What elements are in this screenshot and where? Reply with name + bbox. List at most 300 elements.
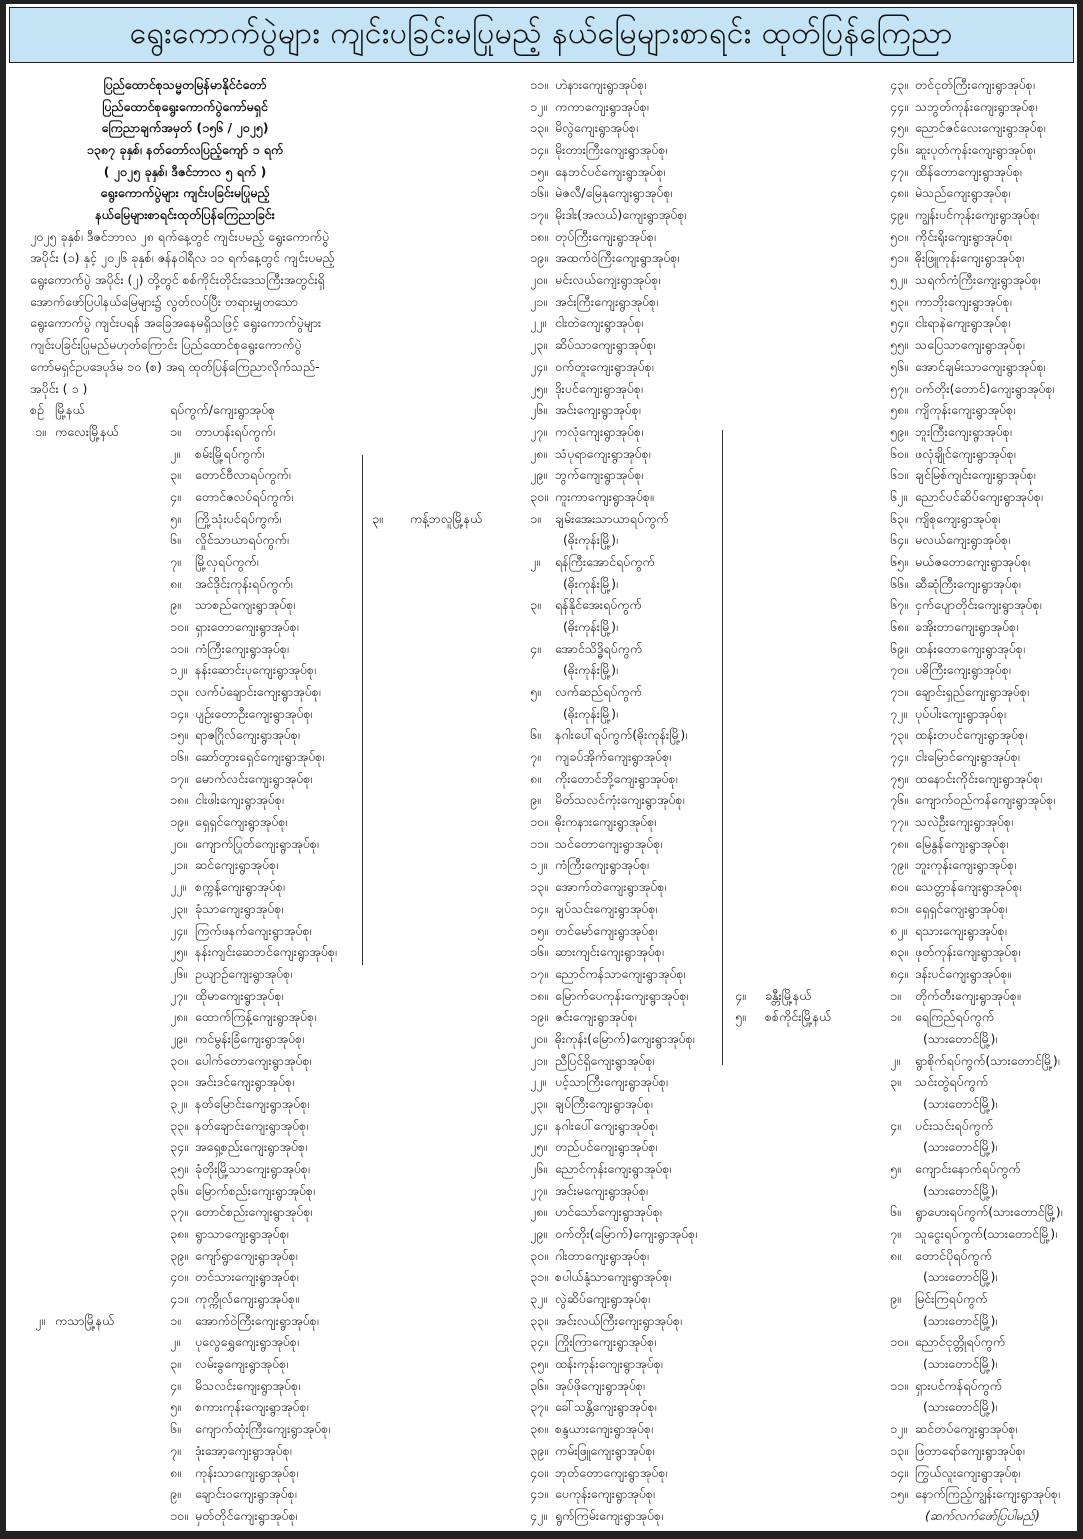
township-number: ၅။: [735, 1009, 746, 1025]
item-number: ၂၃။: [530, 1095, 547, 1111]
item-number: ၇၉။: [890, 857, 908, 873]
item-number: ၄၁။: [530, 1486, 548, 1502]
item-name: ကလုံကျေးရွာအုပ်စု၊: [555, 423, 644, 439]
item-name: ကျခပ်အိုက်ကျေးရွာအုပ်စု၊: [555, 749, 672, 765]
item-name: မြို့လှရပ်ကွက်၊: [195, 553, 259, 569]
item-number: ၄၁။: [170, 1291, 188, 1307]
item-number: ၂၅။: [530, 1139, 547, 1155]
item-number: ၅။: [530, 684, 541, 700]
item-name: ခေါ်သန္တိကျေးရွာအုပ်စု၊: [555, 1399, 657, 1415]
item-name: ထနောင်းကိုင်းကျေးရွာအုပ်စု၊: [915, 770, 1043, 786]
item-number: ၄၂။: [530, 1507, 547, 1523]
item-name: အောက်တဲကျေးရွာအုပ်စု၊: [555, 879, 667, 895]
item-number: ၁၂။: [890, 1421, 907, 1437]
item-name: ကူးကာကျေးရွာအုပ်စု။: [555, 488, 654, 504]
header-ward-village: ရပ်ကွက်/ကျေးရွာအုပ်စု: [170, 402, 276, 418]
item-name-continued: (ဓိုးကုန်းမြို့)၊: [563, 532, 618, 548]
item-name: ပင့်သာကြီးကျေးရွာအုပ်စု၊: [555, 1074, 668, 1090]
item-number: ၇၄။: [890, 749, 908, 765]
paragraph-line: ၂၀၂၅ ခုနှစ်၊ ဒီဇင်ဘာလ ၂၈ ရက်နေ့တွင် ကျင်းပမည့် ရွေးကောက်ပွဲ: [30, 228, 330, 244]
item-name: ရွက်ကြမ်းကျေးရွာအုပ်စု၊: [555, 1507, 664, 1523]
item-number: ၈။: [890, 1247, 901, 1263]
item-name: ဒိုးပင်ကျေးရွာအုပ်စု၊: [555, 380, 643, 396]
item-number: ၈၄။: [890, 965, 908, 981]
item-number: ၄၈။: [890, 185, 908, 201]
item-number: ၃၉။: [170, 1247, 188, 1263]
item-number: ၄၀။: [530, 1464, 548, 1480]
paragraph-line: ကော်မရှင်ဥပဒေပုဒ်မ ၁၀ (စ) အရ ထုတ်ပြန်ကြေညာလိုက်သည်-: [30, 358, 320, 374]
item-name: ငါးမြောင်ကျေးရွာအုပ်စု၊: [915, 749, 1020, 765]
item-number: ၁။: [530, 510, 541, 526]
item-name: စကားကုန်းကျေးရွာအုပ်စု၊: [195, 1399, 309, 1415]
item-name: ကုက္ကိုလ်ကျေးရွာအုပ်စု။: [195, 1291, 299, 1307]
item-name: ဆော်တွားရှေင်ကျေးရွာအုပ်စု၊: [195, 749, 325, 765]
item-name: ကံကြီးကျေးရွာအုပ်စု၊: [195, 640, 289, 656]
item-number: ၃၁။: [530, 1269, 548, 1285]
item-name: ရွာဟေးရပ်ကွက်(သားတောင်မြို့)၊: [915, 1204, 1063, 1220]
item-number: ၅၉။: [890, 423, 908, 439]
item-name: နန်းဆောင်းပုကျေးရွာအုပ်စု၊: [195, 662, 316, 678]
item-number: ၁၇။: [170, 770, 188, 786]
item-name: ဆိပ်သာကျေးရွာအုပ်စု၊: [555, 337, 656, 353]
item-name: နန်းကျင်းဆေဘင်ကျေးရွာအုပ်စု၊: [195, 944, 337, 960]
item-number: ၁၀။: [170, 619, 188, 634]
township-name: ကသာမြို့နယ်: [55, 1312, 115, 1328]
item-name: ကမ်းဖြူကျေးရွာအုပ်စု၊: [555, 1442, 655, 1458]
item-number: ၅၇။: [890, 380, 908, 396]
item-number: ၅၄။: [890, 315, 908, 331]
item-number: ၁၂။: [530, 857, 547, 873]
item-number: ၃၄။: [530, 1334, 548, 1350]
item-number: ၂၅။: [170, 944, 187, 960]
item-number: ၅။: [890, 1161, 901, 1176]
item-name: ဆီဆုံကြီးကျေးရွာအုပ်စု၊: [915, 575, 1021, 591]
item-name: တင်မော်ကျေးရွာအုပ်စု၊: [555, 922, 658, 938]
continuation-note: (ဆက်လက်ဖော်ပြပါမည်): [925, 1507, 1040, 1523]
item-number: ၁၇။: [530, 965, 548, 981]
item-number: ၂၆။: [530, 402, 547, 418]
item-number: ၇၂။: [890, 705, 907, 721]
item-name: ဟင်သော်ကျေးရွာအုပ်စု၊: [555, 1204, 662, 1220]
item-name: တင်ငုတ်ကြီးကျေးရွာအုပ်စု၊: [915, 77, 1035, 92]
item-name: သဘွတ်ကုန်းကျေးရွာအုပ်စု၊: [915, 98, 1038, 114]
item-number: ၅၅။: [890, 337, 908, 353]
item-name: ညောင်ဇင်လေးကျေးရွာအုပ်စု၊: [915, 120, 1046, 136]
item-number: ၁၃။: [530, 120, 548, 136]
item-number: ၁။: [890, 987, 901, 1003]
heading-line: ပြည်ထောင်စုရွေးကောက်ပွဲကော်မရှင်: [102, 98, 268, 114]
item-number: ၁၆။: [530, 944, 548, 960]
item-name: ဓိုးကုန်း(မြောက်)ကျေးရွာအုပ်စု၊: [555, 1030, 695, 1046]
item-number: ၇။: [890, 1226, 901, 1242]
item-name: မြောက်စည်းကျေးရွာအုပ်စု၊: [195, 1182, 316, 1198]
item-number: ၉။: [170, 597, 181, 613]
part-label: အပိုင်း ( ၁ ): [30, 380, 88, 396]
item-number: ၃၀။: [170, 1052, 188, 1068]
item-name: သပြေသာကျေးရွာအုပ်စု၊: [915, 337, 1025, 353]
item-name: မြောက်ပေကုန်းကျေးရွာအုပ်စု၊: [555, 987, 689, 1003]
item-name: မိုးဒါး(အလယ်)ကျေးရွာအုပ်စု၊: [555, 207, 687, 223]
item-number: ၂၃။: [170, 900, 187, 916]
item-number: ၂၁။: [530, 293, 547, 309]
item-number: ၃၈။: [170, 1226, 188, 1242]
item-number: ၉။: [530, 792, 541, 808]
item-name: ခုံတိုးမြို့သာကျေးရွာအုပ်စု၊: [195, 1161, 310, 1176]
item-name: မယ်ဇတောကျေးရွာအုပ်စု၊: [915, 553, 1030, 569]
township-number: ၂။: [35, 1312, 45, 1328]
item-number: ၉။: [170, 1486, 181, 1502]
item-name: ဘုတ်တောကျေးရွာအုပ်စု၊: [555, 1464, 668, 1480]
item-name: ရန်နိုင်အေးရပ်ကွက်: [555, 597, 642, 613]
item-name: အောင်ချမ်းသာကျေးရွာအုပ်စု၊: [915, 358, 1046, 374]
header-sr: စဉ်: [30, 402, 44, 418]
item-name-continued: (သားတောင်မြို့)၊: [923, 1269, 998, 1285]
item-name-continued: (သားတောင်မြို့)၊: [923, 1139, 998, 1155]
heading-line: ကြေညာချက်အမှတ် (၁၅၆ / ၂၀၂၅): [101, 120, 269, 136]
item-number: ၁၂။: [530, 98, 547, 114]
item-name: ကြွယ်လူးကျေးရွာအုပ်စု၊: [915, 1464, 1021, 1480]
item-name: တင်သားကျေးရွာအုပ်စု၊: [195, 1269, 299, 1285]
item-name: မဲသည်ကျေးရွာအုပ်စု၊: [915, 185, 1011, 201]
item-name: ကျွန်းပင်ကုန်းကျေးရွာအုပ်စု၊: [915, 207, 1039, 223]
item-number: ၄။: [530, 640, 541, 656]
item-number: ၅၈။: [890, 402, 908, 418]
item-name: လမ်းခွကျေးရွာအုပ်စု၊: [195, 1356, 289, 1372]
item-name: ဒုံးအော့ကျေးရွာအုပ်စု၊: [195, 1442, 292, 1458]
township-name: ခန္တီးမြို့နယ်: [765, 987, 812, 1003]
township-number: ၃။: [372, 510, 383, 526]
item-number: ၆။: [890, 1204, 901, 1220]
item-number: ၄၃။: [890, 77, 908, 92]
item-name: ကျိစုကျေးရွာအုပ်စု၊: [915, 510, 1001, 526]
item-name: ကျောက်ဝည်ကန်ကျေးရွာအုပ်စု၊: [915, 792, 1056, 808]
item-name: နောက်ကြည့်ကျွန်းကျေးရွာအုပ်စု၊: [915, 1486, 1060, 1502]
item-name: လွဲဆိပ်ကျေးရွာအုပ်စု၊: [555, 1291, 651, 1307]
item-number: ၆။: [170, 532, 181, 548]
item-number: ၁၄။: [170, 705, 188, 721]
paragraph-line: ရွေးကောက်ပွဲ ကျင်းပရန် အခြေအနေမရှိသဖြင့် ရွေးကောက်ပွဲများ: [30, 315, 322, 331]
item-number: ၉။: [890, 1291, 901, 1307]
item-number: ၂၆။: [530, 1161, 547, 1176]
item-name: ဝက်တိုး(တောင်)ကျေးရွာအုပ်စု၊: [915, 380, 1055, 396]
item-name: ညီပြင်ရှိကျေးရွာအုပ်စု၊: [555, 1052, 655, 1068]
item-name: ပဓိကြီးကျေးရွာအုပ်စု၊: [915, 662, 1011, 678]
item-number: ၂၇။: [530, 1182, 547, 1198]
item-name: ပျဉ်းတောဦးကျေးရွာအုပ်စု၊: [195, 705, 313, 721]
item-number: ၄၆။: [890, 142, 908, 158]
item-name: ညောင်ကန်သာကျေးရွာအုပ်စု၊: [555, 965, 686, 981]
item-name-continued: (ဓိုးကုန်းမြို့)၊: [563, 575, 618, 591]
item-number: ၃၃။: [530, 1312, 548, 1328]
item-number: ၇၇။: [890, 814, 908, 830]
item-number: ၆၉။: [890, 640, 908, 656]
item-name-continued: (သားတောင်မြို့)၊: [923, 1030, 998, 1046]
item-name: ကာဘိုးကျေးရွာအုပ်စု၊: [915, 293, 1012, 309]
item-name: ထောက်ကြန့်ကျေးရွာအုပ်စု၊: [195, 1009, 317, 1025]
item-name-continued: (သားတောင်မြို့)၊: [923, 1356, 998, 1372]
item-number: ၈၁။: [890, 900, 908, 916]
paragraph-line: ရွေးကောက်ပွဲ အပိုင်း (၂) တို့တွင် စစ်ကိုင်းတိုင်းဒေသကြီးအတွင်းရှိ: [30, 272, 325, 288]
item-name: ကျောင်းနောက်ရပ်ကွက်: [915, 1161, 1021, 1176]
item-name: ကြက်ဖနက်ကျေးရွာအုပ်စု၊: [195, 922, 312, 938]
item-number: ၈၀။: [890, 879, 908, 895]
item-name: ဘူးကြီးကျေးရွာအုပ်စု၊: [915, 423, 1012, 439]
item-number: ၂၉။: [530, 1226, 547, 1242]
item-number: ၆၇။: [890, 597, 908, 613]
item-number: ၃၉။: [530, 1442, 548, 1458]
item-name: အင်းဒင်ကျေးရွာအုပ်စု၊: [195, 1074, 295, 1090]
item-number: ၆၁။: [890, 467, 908, 483]
item-name: ဆင်ကျေးရွာအုပ်စု၊: [195, 857, 279, 873]
item-name: ရန်ကြီးအောင်ရပ်ကွက်: [555, 553, 655, 569]
item-name: ခုံသာကျေးရွာအုပ်စု၊: [195, 900, 284, 916]
item-number: ၅၃။: [890, 293, 908, 309]
item-name: ချမ်းအေးသာယာရပ်ကွက်: [555, 510, 669, 526]
item-name: သာစည်ကျေးရွာအုပ်စု၊: [195, 597, 296, 613]
item-number: ၂၃။: [530, 337, 547, 353]
item-number: ၅၆။: [890, 358, 908, 374]
paragraph-line: အောက်ဖော်ပြပါနယ်မြေများ၌ လွတ်လပ်ပြီး တရားမျှတသော: [30, 293, 299, 309]
item-number: ၂၂။: [530, 315, 547, 331]
item-name: ကျောက်ပြုတ်ကျေးရွာအုပ်စု၊: [195, 835, 319, 851]
item-number: ၆။: [170, 1421, 181, 1437]
item-number: ၇၁။: [890, 684, 908, 700]
item-number: ၂၀။: [530, 272, 547, 288]
item-name: အင်းမကျေးရွာအုပ်စု၊: [555, 1182, 648, 1198]
item-name: ငါးတဲကျေးရွာအုပ်စု၊: [555, 315, 644, 331]
item-name: သေတ္တာန်ကျေးရွာအုပ်စု၊: [915, 879, 1022, 895]
item-number: ၁။: [890, 1009, 901, 1025]
item-number: ၆၈။: [890, 619, 908, 634]
item-number: ၁၇။: [530, 207, 548, 223]
item-number: ၁။: [170, 1312, 181, 1328]
item-number: ၁၈။: [530, 987, 548, 1003]
item-number: ၂၈။: [530, 445, 548, 461]
item-name: ဂါးတာကျေးရွာအုပ်စု၊: [555, 1247, 649, 1263]
item-number: ၂၁။: [170, 857, 187, 873]
item-number: ၄။: [890, 1117, 901, 1133]
item-name: မိသလင်းကျေးရွာအုပ်စု၊: [195, 1377, 301, 1393]
item-name: မြေနွန်ကျေးရွာအုပ်စု၊: [915, 835, 1009, 851]
item-name: ကုန်းသာကျေးရွာအုပ်စု၊: [195, 1464, 299, 1480]
item-name: ရွာစိုက်ရပ်ကွက်(သားတောင်မြို့)၊: [915, 1052, 1060, 1068]
item-name: စက္ကန့်ကျေးရွာအုပ်စု၊: [195, 879, 285, 895]
item-number: ၁၁။: [530, 77, 548, 92]
item-name: ကကာကျေးရွာအုပ်စု၊: [555, 98, 649, 114]
item-name: တာဟန်းရပ်ကွက်၊: [195, 423, 275, 439]
item-name: ချောင်းရှည်ကျေးရွာအုပ်စု၊: [915, 684, 1029, 700]
item-name: ရာဇဂြိုလ်ကျေးရွာအုပ်စု၊: [195, 727, 300, 743]
item-name: ရှားတောကျေးရွာအုပ်စု၊: [195, 619, 299, 634]
item-name-continued: (သားတောင်မြို့)၊: [923, 1182, 998, 1198]
item-number: ၁၀။: [170, 1507, 188, 1523]
item-name: သင်တောကျေးရွာအုပ်စု၊: [555, 835, 663, 851]
header-township: မြို့နယ်: [55, 402, 85, 418]
item-number: ၂၇။: [530, 423, 547, 439]
item-name-continued: (သားတောင်မြို့)၊: [923, 1095, 998, 1111]
item-number: ၁၃။: [530, 879, 548, 895]
item-name: ရှေရှင်ကျေးရွာအုပ်စု၊: [195, 814, 288, 830]
item-name: ထန်းကုန်းကျေးရွာအုပ်စု၊: [555, 1356, 663, 1372]
item-name: ကျော်ရွာကျေးရွာအုပ်စု၊: [195, 1247, 298, 1263]
item-name: စပါယ်နုံ့သာကျေးရွာအုပ်စု၊: [555, 1269, 672, 1285]
item-name: သလဲဦးကျေးရွာအုပ်စု၊: [915, 814, 1014, 830]
item-number: ၇။: [170, 1442, 181, 1458]
item-name: အင်းကျေးရွာအုပ်စု၊: [555, 402, 641, 418]
item-number: ၆၀။: [890, 445, 908, 461]
item-number: ၃၂။: [170, 1095, 187, 1111]
item-number: ၄၅။: [890, 120, 908, 136]
item-name: တောင်စည်းကျေးရွာအုပ်စု၊: [195, 1204, 313, 1220]
item-number: ၂၂။: [530, 1074, 547, 1090]
item-name: ဖလုံချိုင်ကျေးရွာအုပ်စု၊: [915, 445, 1016, 461]
item-number: ၆။: [530, 727, 541, 743]
item-number: ၂၉။: [530, 467, 547, 483]
item-name: ငါးဖါးကျေးရွာအုပ်စု၊: [195, 792, 284, 808]
item-number: ၄၇။: [890, 163, 908, 179]
item-number: ၅၂။: [890, 272, 907, 288]
item-name: တုပ်ကြီးကျေးရွာအုပ်စု၊: [555, 228, 656, 244]
item-name: ပုလွေရွှေကျေးရွာအုပ်စု၊: [195, 1334, 299, 1350]
item-name: ချပ်သင်းကျေးရွာအုပ်စု၊: [555, 900, 658, 916]
item-name: ညောင်ငုတ္တိုရပ်ကွက်: [915, 1334, 1006, 1350]
item-number: ၃၅။: [530, 1356, 548, 1372]
paragraph-line: ကျင်းပခြင်းပြုမည်မဟုတ်ကြောင်း ပြည်ထောင်စုရွေးကောက်ပွဲ: [30, 337, 302, 353]
item-name: ကင်မွန်းခြံကျေးရွာအုပ်စု၊: [195, 1030, 305, 1046]
item-name: ရွာသာကျေးရွာအုပ်စု၊: [195, 1226, 289, 1242]
item-name: အင်းလယ်ကြီးကျေးရွာအုပ်စု၊: [555, 1312, 683, 1328]
item-number: ၁၁။: [890, 1377, 908, 1393]
page-title: ရွေးကောက်ပွဲများ ကျင်းပခြင်းမပြုမည့် နယ်မြေများစာရင်း ထုတ်ပြန်ကြေညာ: [129, 15, 954, 51]
item-name: မိလွဲကျေးရွာအုပ်စု၊: [555, 120, 638, 136]
item-number: ၁၁။: [530, 835, 548, 851]
item-name: စမ်းမြို့ရပ်ကွက်၊: [195, 445, 265, 461]
item-name: မလယ်ကျေးရွာအုပ်စု၊: [915, 532, 1011, 548]
heading-line: ၁၃၈၇ ခုနှစ်၊ နတ်တော်လပြည့်ကျော် ၁ ရက်: [86, 142, 284, 158]
item-name: ဝက်တူးကျေးရွာအုပ်စု၊: [555, 358, 654, 374]
item-name: ရေကြည်ရပ်ကွက်: [915, 1009, 995, 1025]
item-name: ကိုင်းရိုးကျေးရွာအုပ်စု၊: [915, 228, 1012, 244]
item-name: တိုက်တီးကျေးရွာအုပ်စု။: [915, 987, 1021, 1003]
item-name: ချင်မြစ်ကျင်းကျေးရွာအုပ်စု၊: [915, 467, 1036, 483]
item-name: ဆူးပုတ်ကုန်းကျေးရွာအုပ်စု၊: [915, 142, 1036, 158]
item-number: ၂၀။: [170, 835, 187, 851]
item-name: ညောင်ကုန်းကျေးရွာအုပ်စု၊: [555, 1161, 672, 1176]
item-number: ၅၁။: [890, 250, 908, 266]
item-number: ၃၇။: [530, 1399, 548, 1415]
item-name: အင်ဒိုင်းကုန်းရပ်ကွက်၊: [195, 575, 293, 591]
item-name-continued: (ဓိုးကုန်းမြို့)၊: [563, 619, 618, 634]
item-number: ၁၂။: [170, 662, 187, 678]
item-number: ၇၀။: [890, 662, 908, 678]
item-name: လက်ပံချောင်းကျေးရွာအုပ်စု၊: [195, 684, 321, 700]
item-number: ၄၄။: [890, 98, 908, 114]
item-number: ၂။: [170, 445, 180, 461]
item-number: ၆၆။: [890, 575, 908, 591]
item-name: ဒန်းပင်ကျေးရွာအုပ်စု။: [915, 965, 1012, 981]
item-number: ၁၉။: [530, 1009, 548, 1025]
item-name: ရှားပင်ကန်ရပ်ကွက်: [915, 1377, 1003, 1393]
paragraph-line: အပိုင်း (၁) နှင့် ၂၀၂၆ ခုနှစ်၊ ဇန်နဝါရီလ ၁၁ ရက်နေ့တွင် ကျင်းပမည့်: [30, 250, 335, 266]
item-name: ငှက်ပျောတိုင်းကျေးရွာအုပ်စု၊: [915, 597, 1042, 613]
item-number: ၃၇။: [170, 1204, 188, 1220]
item-number: ၁၀။: [530, 814, 548, 830]
item-name: ပေါက်တောကျေးရွာအုပ်စု၊: [195, 1052, 312, 1068]
heading-line: ပြည်ထောင်စုသမ္မတမြန်မာနိုင်ငံတော်: [103, 77, 267, 92]
item-name: ရသားကျေးရွာအုပ်စု၊: [915, 922, 1007, 938]
item-number: ၃၀။: [530, 488, 548, 504]
item-name: သူငွေးရပ်ကွက်(သားတောင်မြို့)၊: [915, 1226, 1058, 1242]
item-name: နေဘင်ပင်ကျေးရွာအုပ်စု၊: [555, 163, 666, 179]
township-name: စစ်ကိုင်းမြို့နယ်: [765, 1009, 832, 1025]
item-number: ၂၆။: [170, 965, 187, 981]
item-number: ၅၀။: [890, 228, 908, 244]
item-number: ၈၂။: [890, 922, 908, 938]
item-number: ၂၄။: [530, 1117, 547, 1133]
item-name-continued: (သားတောင်မြို့)၊: [923, 1399, 998, 1415]
item-name: ပင်းသင်းရပ်ကွက်: [915, 1117, 994, 1133]
item-number: ၁၃။: [890, 1442, 908, 1458]
item-number: ၂၀။: [530, 1030, 547, 1046]
item-number: ၁၁။: [170, 640, 188, 656]
item-name: ထန်းတောကျေးရွာအုပ်စု၊: [915, 640, 1025, 656]
item-name: ငါးရာနဲကျေးရွာအုပ်စု၊: [915, 315, 1011, 331]
item-number: ၂၉။: [170, 1030, 187, 1046]
item-name: သင်းတွဲရပ်ကွက်: [915, 1074, 989, 1090]
item-name-continued: (သားတောင်မြို့)၊: [923, 1312, 998, 1328]
item-number: ၁၃။: [170, 684, 188, 700]
item-name: ဥယျာဉ်ကျေးရွာအုပ်စု၊: [195, 965, 293, 981]
item-number: ၁၉။: [530, 250, 548, 266]
item-number: ၁၄။: [890, 1464, 908, 1480]
item-name: ပေကုန်းကျေးရွာအုပ်စု၊: [555, 1486, 655, 1502]
item-name: ညောင်ပင်ဆိပ်ကျေးရွာအုပ်စု၊: [915, 488, 1043, 504]
item-number: ၇။: [170, 553, 181, 569]
item-name: လက်ဆည်ရပ်ကွက်: [555, 684, 642, 700]
item-number: ၆၃။: [890, 510, 908, 526]
item-number: ၁၄။: [530, 900, 548, 916]
item-number: ၃။: [890, 1074, 901, 1090]
item-name: တောင်ဇလပ်ရပ်ကွက်၊: [195, 488, 294, 504]
item-number: ၁၄။: [530, 142, 548, 158]
item-number: ၃၆။: [170, 1182, 188, 1198]
item-number: ၂။: [170, 1334, 180, 1350]
item-name: မှတ်တိုင်ကျေးရွာအုပ်စု၊: [195, 1507, 298, 1523]
item-name: သံပုရာကျေးရွာအုပ်စု၊: [555, 445, 651, 461]
item-name: မိုးတားကြီးကျေးရွာအုပ်စု၊: [555, 142, 668, 158]
item-name: ဖုတ်ကုန်းကျေးရွာအုပ်စု၊: [915, 944, 1021, 960]
heading-line: ရွေးကောက်ပွဲများ ကျင်းပခြင်းမပြုမည့်: [100, 185, 270, 201]
township-number: ၄။: [735, 987, 746, 1003]
item-number: ၃၄။: [170, 1139, 188, 1155]
item-number: ၃၂။: [530, 1291, 547, 1307]
item-number: ၁၅။: [530, 163, 548, 179]
item-number: ၄။: [170, 488, 181, 504]
item-name: ခအိုးတာကျေးရွာအုပ်စု၊: [915, 619, 1019, 634]
item-name: တောင်ပိုရပ်ကွက်: [915, 1247, 992, 1263]
item-name: ရှေရှင်ကျေးရွာအုပ်စု၊: [915, 900, 1008, 916]
item-number: ၈၃။: [890, 944, 908, 960]
column-divider: [362, 455, 363, 965]
item-number: ၂၈။: [530, 1204, 548, 1220]
item-name: အရှေ့စည်းကျေးရွာအုပ်စု၊: [195, 1139, 308, 1155]
item-name: လှိုင်သာယာရပ်ကွက်၊: [195, 532, 289, 548]
item-name: တောင်ဗီလာရပ်ကွက်၊: [195, 467, 291, 483]
item-number: ၇၅။: [890, 770, 908, 786]
township-number: ၁။: [35, 423, 46, 439]
item-number: ၂၄။: [530, 358, 547, 374]
item-number: ၃၈။: [530, 1421, 548, 1437]
